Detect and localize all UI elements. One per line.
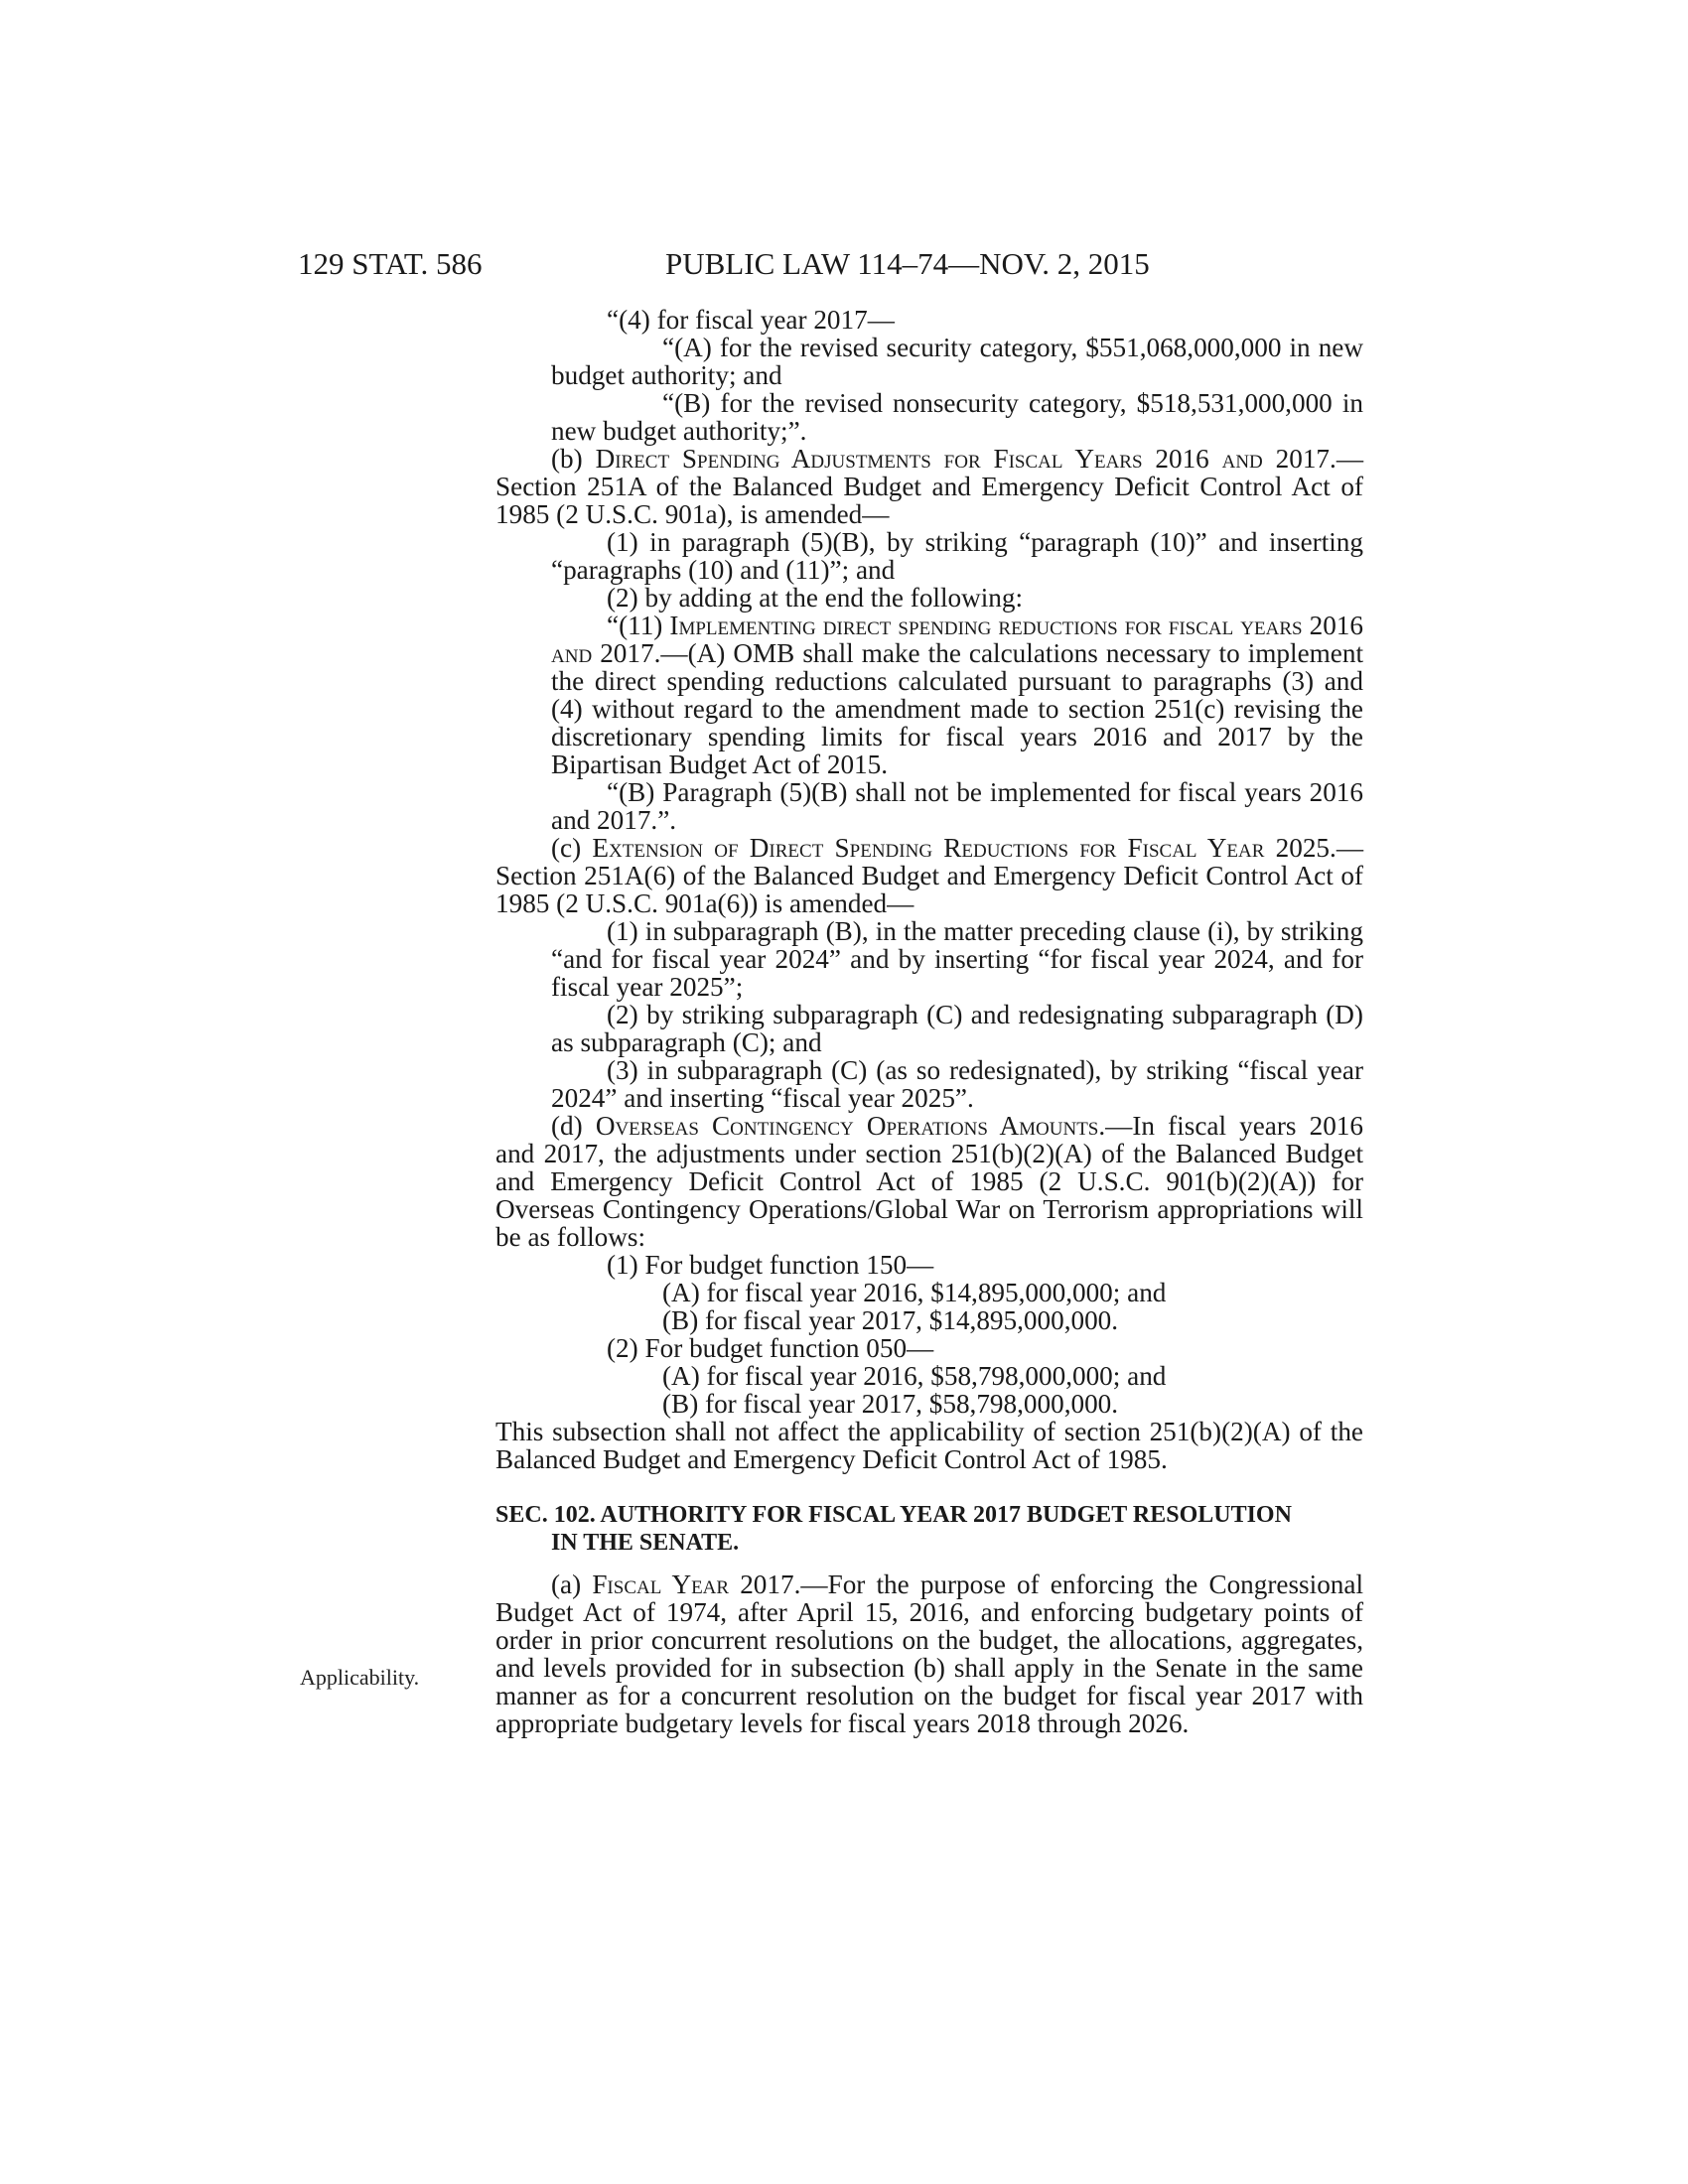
section-102-heading <box>495 1501 1363 1557</box>
subsection-b <box>495 445 1363 528</box>
subsection-d-text: —In fiscal years 2016 and 2017, the adjustments under section 251(b)(2)(A) of the Balanced Budget and Emergency Deficit Control Act of 1985 (2 U.S.C. 901(b)(2)(A)) for Overseas Contingency Operations/Global War on Terrorism appropriations will be as follows: <box>495 1111 1363 1252</box>
paragraph-security-category: “(A) for the revised security category, $551,068,000,000 in new budget authority; and <box>551 333 1363 390</box>
subsection-d-lead: (d) <box>551 1111 596 1141</box>
subsection-b-heading: Direct Spending Adjustments for Fiscal Years 2016 and 2017. <box>595 444 1336 474</box>
public-law-title: PUBLIC LAW 114–74—NOV. 2, 2015 <box>665 246 1150 281</box>
running-header <box>298 244 1370 284</box>
paragraph-b-1: (1) in paragraph (5)(B), by striking “paragraph (10)” and inserting “paragraphs (10) and (11)”; and <box>551 527 1363 585</box>
section-102-a-text: —For the purpose of enforcing the Congressional Budget Act of 1974, after April 15, 2016, and enforcing budgetary points of order in prior concurrent resolutions on the budget, the allocations, aggregates, and levels provided for in subsection (b) shall apply in the Senate in the same manner as for a concurrent resolution on the budget for fiscal year 2017 with appropriate budgetary levels for fiscal years 2018 through 2026. <box>495 1570 1363 1738</box>
paragraph-11 <box>495 612 1363 778</box>
stat-citation: 129 STAT. 586 <box>298 246 483 281</box>
document-body <box>495 306 1363 1737</box>
subsection-d-closing: This subsection shall not affect the applicability of section 251(b)(2)(A) of the Balanced Budget and Emergency Deficit Control Act of 1985. <box>495 1417 1363 1474</box>
subsection-c-text: —Section 251A(6) of the Balanced Budget and Emergency Deficit Control Act of 1985 (2 U.S.C. 901a(6)) is amended— <box>495 833 1363 918</box>
paragraph-d-2: (2) For budget function 050— <box>607 1333 934 1363</box>
subsection-c-lead: (c) <box>551 833 593 863</box>
subsection-d <box>495 1112 1363 1251</box>
section-102-a <box>495 1570 1363 1737</box>
paragraph-d-2-b: (B) for fiscal year 2017, $58,798,000,000. <box>662 1389 1119 1419</box>
paragraph-nonsecurity-category: “(B) for the revised nonsecurity category, $518,531,000,000 in new budget authority;”. <box>551 388 1363 446</box>
margin-note: Applicability. <box>300 1665 420 1690</box>
paragraph-11-lead: “(11) <box>607 611 670 640</box>
paragraph-d-2-a: (A) for fiscal year 2016, $58,798,000,000; and <box>662 1361 1167 1391</box>
paragraph-11-text: —(A) OMB shall make the calculations necessary to implement the direct spending reductions calculated pursuant to paragraphs (3) and (4) without regard to the amendment made to section 251(c) revising the discretionary spending limits for fiscal years 2016 and 2017 by the Bipartisan Budget Act of 2015. <box>551 638 1363 779</box>
paragraph-b-2: (2) by adding at the end the following: <box>607 583 1024 613</box>
subsection-c-heading: Extension of Direct Spending Reductions for Fiscal Year 2025. <box>592 833 1336 863</box>
paragraph-fy2017: “(4) for fiscal year 2017— <box>607 305 895 335</box>
section-102-heading-line2: IN THE SENATE. <box>551 1530 740 1556</box>
paragraph-c-1: (1) in subparagraph (B), in the matter preceding clause (i), by striking “and for fiscal year 2024” and by inserting “for fiscal year 2024, and for fiscal year 2025”; <box>551 916 1363 1002</box>
paragraph-11-b: “(B) Paragraph (5)(B) shall not be implemented for fiscal years 2016 and 2017.”. <box>551 777 1363 835</box>
subsection-c <box>495 834 1363 917</box>
section-102-a-lead: (a) <box>551 1570 593 1599</box>
subsection-b-lead: (b) <box>551 444 596 474</box>
section-spacer-2 <box>495 1557 1363 1570</box>
subsection-d-heading: Overseas Contingency Operations Amounts. <box>595 1111 1106 1141</box>
paragraph-d-1-a: (A) for fiscal year 2016, $14,895,000,000; and <box>662 1278 1167 1307</box>
section-102-a-heading: Fiscal Year 2017. <box>592 1570 801 1599</box>
subsection-b-text: —Section 251A of the Balanced Budget and Emergency Deficit Control Act of 1985 (2 U.S.C. 901a), is amended— <box>495 444 1363 529</box>
section-102-heading-line1: SEC. 102. AUTHORITY FOR FISCAL YEAR 2017 BUDGET RESOLUTION <box>495 1502 1292 1528</box>
paragraph-c-3: (3) in subparagraph (C) (as so redesignated), by striking “fiscal year 2024” and inserting “fiscal year 2025”. <box>551 1055 1363 1113</box>
section-spacer <box>495 1473 1363 1487</box>
paragraph-11-heading: Implementing direct spending reductions for fiscal years 2016 and 2017. <box>551 611 1363 668</box>
paragraph-d-1: (1) For budget function 150— <box>607 1250 934 1280</box>
paragraph-d-1-b: (B) for fiscal year 2017, $14,895,000,000. <box>662 1305 1119 1335</box>
paragraph-c-2: (2) by striking subparagraph (C) and redesignating subparagraph (D) as subparagraph (C); and <box>551 1000 1363 1057</box>
